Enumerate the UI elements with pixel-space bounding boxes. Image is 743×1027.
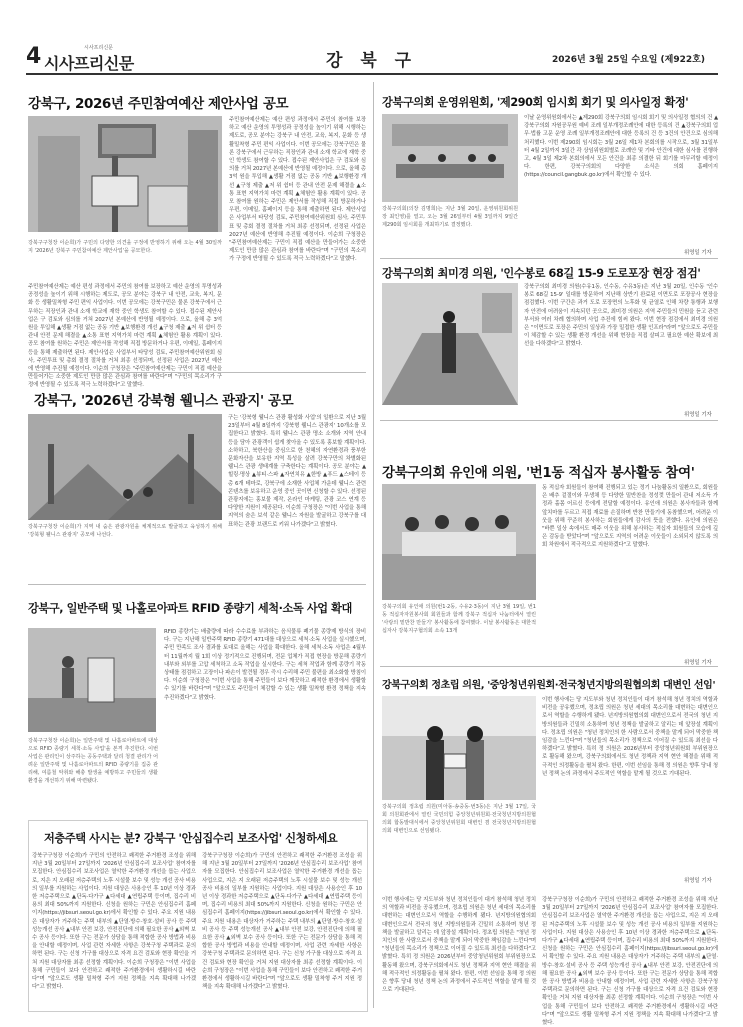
article-title-participatory-budget: 강북구, 2026년 주민참여예산 제안사업 공모 <box>28 96 289 112</box>
article-title-house-repair: 저층주택 사시는 분? 강북구 '안심집수리 보조사업' 신청하세요 <box>44 832 338 845</box>
article-body: 주민참여예산제는 예산 편성 과정에서 주민의 참여를 보장하고 예산 운영의 투명성과 공정성을 높이기 위해 시행하는 제도로, 공모 분야는 강북구 내 안전, 교육, 복지, 문화 등 생활밀착형 주민 편익 사업이다. 이번 공모에는 강북구민은 물론 강북구에서 근무하는 직장인과 관내 소재 학교에 재학 중인 학생도 참여할 수 있다. 접수된 제안사업은 구 검토와 심의를 거쳐 2027년 본예산에 반영될 예정이다. 으로, 올해 총 3억 원을 투입해 ▲생활 거점 없는 공동 기반 ▲보행환경 개선 ▲구청 제출 ▲저 위 쉼터 등 관내 안전 문제 해결을 ▲소통 표현 지역가치 마련 계획 ▲체험안 활용 계획이 있다. 공모 참여를 원하는 주민은 제안서를 작성해 직접 방문하거나 우편, 이메일, 홈페이지 등을 통해 제출하면 된다. 제안사업은 사업부서 타당성 검토, 주민참여예산위원회 심사, 주민투표 및 총회 결정 절차를 거쳐 최종 선정되며, 선정된 사업은 2027년 예산에 반영해 추진될 예정이다. 이순희 구청장은 "주민참여예산제는 구민이 직접 예산을 만들어가는 소중한 제도인 만큼 많은 관심과 참여를 바란다"며 "구민의 목소리가 구정에 반영될 수 있도록 적극 노력하겠다"고 말했다. <box>229 117 366 263</box>
article-body: 동 적십자 회원들이 참여해 진행되고 있는 정기 나눔활동의 일환으로, 회원들은 배추 겉절이와 무생채 등 다양한 밑반찬을 정성껏 만들어 관내 저소득 가정과 홀몸 어르신 등에게 전달할 예정이다. 유인애 의원은 봉사자들과 함께 앞치마를 두르고 직접 재료를 손질하며 반찬 만들기에 동참했으며, 어려운 이웃을 위해 꾸준히 봉사하는 회원들에게 감사의 뜻을 전했다. 유인애 의원은 "바쁜 일상 속에서도 매주 이웃을 위해 봉사하는 적십자 회원들의 모습에 깊은 감동을 받았다"며 "앞으로도 지역의 어려운 이웃들이 소외되지 않도록 의회 차원에서 적극적으로 지원하겠다"고 말했다. <box>542 485 718 549</box>
article-title-red-cross: 강북구의회 유인애 의원, '번1동 적십자 봉사활동 참여' <box>382 465 695 481</box>
page-number: 4 <box>26 44 42 69</box>
article-caption: 강북구구청장 이순희)는 일반주택 및 나홀로아파트에 대상으로 RFID 종량기 세척·소독 사업'을 본격 추진한다. 이번 사업은 관리인이 상주하는 공동주택과 달리 청결 관리가 어려운 일반주택 및 나홀로아파트의 RFID 종량기를 집중 관리해, 여름철 악취와 해충 발생을 예방하고 주민들의 생활 환경을 개선하기 위해 마련됐다. <box>28 738 158 784</box>
article-photo-volunteer <box>382 484 536 600</box>
article-photo-committee <box>382 114 518 202</box>
article-caption: 강북구구청장 이순희)가 지역 내 숨은 관광자원을 체계적으로 발굴하고 육성하기 위해 '강북형 웰니스 관광지' 공모에 나선다. <box>28 524 222 538</box>
worker-cleaning-illustration <box>28 628 156 732</box>
section-title: 강 북 구 <box>326 51 418 71</box>
street-sign-illustration <box>28 116 222 232</box>
article-caption: 강북구의회(의장 김명희)는 지난 3월 20일, 운영위원회위원장 최인영)를 열고, 오는 3월 26일부터 4월 3일까지 9일간 제290회 임시회를 개최하기로 결정했다. <box>382 206 518 228</box>
article-body: RFID 종량기는 배출량에 따라 수수료를 부과하는 음식물류 폐기물 종량제 방식의 장비다. 구는 지난해 일반주택 RFID 종량기 471대를 대상으로 세척·소독 사업을 실시했으며, 주민 만족도 조사 결과를 토대로 올해는 사업을 확대한다. 올해 세척·소독 사업은 4월부터 11월까지 월 1회 이상 정기적으로 진행되며, 전문 업체가 직접 현장을 방문해 종량기 내부와 외부를 고압 세척하고 소독 작업을 실시한다. 구는 세척 작업과 함께 종량기 작동 상태를 점검하고 고장이나 파손이 발견될 경우 즉시 수리해 주민 불편을 최소화할 방침이다. 이순희 구청장은 "이번 사업을 통해 주민들이 보다 깨끗하고 쾌적한 환경에서 생활할 수 있기를 바란다"며 "앞으로도 주민들이 체감할 수 있는 생활 밀착형 환경 정책을 지속 추진하겠다"고 밝혔다. <box>164 629 366 701</box>
article-photo-wellness <box>28 414 222 520</box>
article-title-wellness: 강북구, '2026년 강북형 웰니스 관광지' 공모 <box>34 393 294 409</box>
article-byline: 위영일 기자 <box>684 412 712 418</box>
newspaper-logo <box>44 45 144 73</box>
article-photo-budget <box>28 116 222 232</box>
article-caption: 강북구구청장 이순희)가 구민의 다양한 의견을 구정에 반영하기 위해 오는 4월 30일까지 '2026년 강북구 주민참여예산 제안사업'을 공모한다. <box>28 240 222 254</box>
meeting-room-illustration <box>382 114 518 202</box>
article-body: 강북구구청장 이순희)가 구민의 안전하고 쾌적한 주거환경 조성을 위해 지난 3월 20일부터 27일까지 '2026년 안심집수리 보조사업' 참여자를 모집한다. 안심집수리 보조사업은 열악한 주거환경 개선을 돕는 사업으로, 지은 지 오래된 저층주택의 노후 시설물 보수 및 성능 개선 공사 비용의 일부를 지원하는 사업이다. 지원 대상은 사용승인 후 10년 이상 경과한 저층주택으로 ▲단독·다가구 ▲다세대 ▲연립주택 등이며, 집수리 비용의 최대 50%까지 지원한다. 신청을 원하는 구민은 안심집수리 홈페이지(https://jibsuri.seoul.go.kr)에서 확인할 수 있다. 주요 지원 내용은 대상자가 거주하는 주택 내부의 ▲단열·방수·창호·설비 공사 등 주택 성능개선 공사 ▲내부 안전 보강, 안전진단에 의해 필요한 공사 ▲외벽 보수 공사 등이다. 또한 구는 전문가 상담을 통해 적합한 공사 방법과 비용을 안내할 예정이며, 사업 관련 자세한 사항은 강북구청 주택과로 문의하면 된다. 구는 신청 가구를 대상으로 자격 요건 검토와 현장 확인을 거쳐 지원 대상자를 최종 선정할 계획이다. 이순희 구청장은 "이번 사업을 통해 구민들이 보다 안전하고 쾌적한 주거환경에서 생활하시길 바란다"며 "앞으로도 생활 밀착형 주거 지원 정책을 지속 확대해 나가겠다"고 밝혔다. <box>542 897 718 1027</box>
article-caption: 강북구의회 정초립 의원(미아동·송중동·번3동)은 지난 3월 17일, 국회 의원회관에서 열린 국민의힘 중앙청년위원회·전국청년지방의원협의회 합동발대식에서 중앙청년위원회 대변인 겸 전국청년지방의원협의회 대변인으로 선임됐다. <box>382 804 536 834</box>
article-caption: 강북구의회 유인애 의원(번1·2동, 수유2·3동)이 지난 3월 19일, 번1동 적십자자원봉사회 회원들과 함께 강북구 적십자 나눔터에서 열린 '사랑의 밑반찬 만들기' 봉사활동에 참여했다. 이날 봉사활동은 대한적십자사 강북지구협의회 소속 13개 <box>382 604 536 634</box>
volunteer-kitchen-illustration <box>382 484 536 600</box>
article-body: 이번 행사에는 당 지도부와 청년 정치인들이 대거 참석해 청년 정치의 역할과 비전을 공유했으며, 정초립 의원은 청년 세대의 목소리를 대변하는 대변인으로서 역할을 수행하게 됐다. 년지방의원협의회 대변인으로서 전국의 청년 지방의원들과 긴밀히 소통하며 청년 정책을 발굴하고 알리는 데 앞장설 계획이다. 정초립 의원은 "청년 정치인의 한 사람으로서 중책을 맡게 되어 막중한 책임감을 느낀다"며 "청년들의 목소리가 정책으로 이어질 수 있도록 최선을 다하겠다"고 밝혔다. 특히 정 의원은 2026년부터 중앙청년위원회 부위원장으로 활동해 왔으며, 강북구의회에서도 청년 정책과 지역 현안 해결을 위해 적극적인 의정활동을 펼쳐 왔다. 한편, 이번 선임을 통해 정 의원은 향후 당내 청년 정책 논의 과정에서 주도적인 역할을 맡게 될 것으로 기대된다. <box>542 697 718 777</box>
article-photo-rfid <box>28 628 156 732</box>
article-title-spokesperson: 강북구의회 정초립 의원, '중앙청년위원회·전국청년지방의원협의회 대변인 선임' <box>382 680 716 691</box>
header-rule <box>26 73 718 75</box>
article-body: 이번 행사에는 당 지도부와 청년 정치인들이 대거 참석해 청년 정치의 역할과 비전을 공유했으며, 정초립 의원은 청년 세대의 목소리를 대변하는 대변인으로서 역할을 수행하게 됐다. 년지방의원협의회 대변인으로서 전국의 청년 지방의원들과 긴밀히 소통하며 청년 정책을 발굴하고 알리는 데 앞장설 계획이다. 정초립 의원은 "청년 정치인의 한 사람으로서 중책을 맡게 되어 막중한 책임감을 느낀다"며 "청년들의 목소리가 정책으로 이어질 수 있도록 최선을 다하겠다"고 밝혔다. 특히 정 의원은 2026년부터 중앙청년위원회 부위원장으로 활동해 왔으며, 강북구의회에서도 청년 정책과 지역 현안 해결을 위해 적극적인 의정활동을 펼쳐 왔다. 한편, 이번 선임을 통해 정 의원은 향후 당내 청년 정책 논의 과정에서 주도적인 역할을 맡게 될 것으로 기대된다. <box>382 897 536 994</box>
article-body: 주민참여예산제는 예산 편성 과정에서 주민의 참여를 보장하고 예산 운영의 투명성과 공정성을 높이기 위해 시행하는 제도로, 공모 분야는 강북구 내 안전, 교육, 복지, 문화 등 생활밀착형 주민 편익 사업이다. 이번 공모에는 강북구민은 물론 강북구에서 근무하는 직장인과 관내 소재 학교에 재학 중인 학생도 참여할 수 있다. 접수된 제안사업은 구 검토와 심의를 거쳐 2027년 본예산에 반영될 예정이다. 으로, 올해 총 3억 원을 투입해 ▲생활 거점 없는 공동 기반 ▲보행환경 개선 ▲구청 제출 ▲저 위 쉼터 등 관내 안전 문제 해결을 ▲소통 표현 지역가치 마련 계획 ▲체험안 활용 계획이 있다. 공모 참여를 원하는 주민은 제안서를 작성해 직접 방문하거나 우편, 이메일, 홈페이지 등을 통해 제출하면 된다. 제안사업은 사업부서 타당성 검토, 주민참여예산위원회 심사, 주민투표 및 총회 결정 절차를 거쳐 최종 선정되며, 선정된 사업은 2027년 예산에 반영해 추진될 예정이다. 이순희 구청장은 "주민참여예산제는 구민이 직접 예산을 만들어가는 소중한 제도인 만큼 많은 관심과 참여를 바란다"며 "구민의 목소리가 구정에 반영될 수 있도록 적극 노력하겠다"고 말했다. <box>28 284 222 389</box>
newspaper-logo-sub: 시사프리신문 <box>84 45 113 51</box>
article-body: 강북구의회 최미경 의원(수유1동, 인수동, 수유3동)은 지난 3월 20일, 인수동 '인수봉로 68길 15-9' 일대를 방문하여 지난해 상반기 완료된 이면도로 포장공사 현장을 점검했다. 이번 구간은 과거 도로 포장면의 노후화 및 균열로 인해 차량 통행과 보행자 안전에 어려움이 지속되던 곳으로, 최미경 의원은 지역 주민들의 민원을 듣고 관련 부서와 여러 차례 협의하며 사업 추진에 힘써 왔다. 이번 현장 점검에서 최미경 의원은 "이면도로 포장은 주민의 일상과 가장 밀접한 생활 인프라"라며 "앞으로도 주민들이 체감할 수 있는 생활 환경 개선을 위해 현장을 직접 살피고 필요한 예산 확보에 최선을 다하겠다"고 밝혔다. <box>524 284 718 348</box>
road-inspection-illustration <box>382 283 518 405</box>
article-byline: 위영일 기자 <box>684 250 712 256</box>
article-byline: 위영일 기자 <box>684 878 712 884</box>
article-body: 강북구구청장 이순희)가 구민의 안전하고 쾌적한 주거환경 조성을 위해 지난 3월 20일부터 27일까지 '2026년 안심집수리 보조사업' 참여자를 모집한다. 안심집수리 보조사업은 열악한 주거환경 개선을 돕는 사업으로, 지은 지 오래된 저층주택의 노후 시설물 보수 및 성능 개선 공사 비용의 일부를 지원하는 사업이다. 지원 대상은 사용승인 후 10년 이상 경과한 저층주택으로 ▲단독·다가구 ▲다세대 ▲연립주택 등이며, 집수리 비용의 최대 50%까지 지원한다. 신청을 원하는 구민은 안심집수리 홈페이지(https://jibsuri.seoul.go.kr)에서 확인할 수 있다. 주요 지원 내용은 대상자가 거주하는 주택 내부의 ▲단열·방수·창호·설비 공사 등 주택 성능개선 공사 ▲내부 안전 보강, 안전진단에 의해 필요한 공사 ▲외벽 보수 공사 등이다. 또한 구는 전문가 상담을 통해 적합한 공사 방법과 비용을 안내할 예정이며, 사업 관련 자세한 사항은 강북구청 주택과로 문의하면 된다. 구는 신청 가구를 대상으로 자격 요건 검토와 현장 확인을 거쳐 지원 대상자를 최종 선정할 계획이다. 이순희 구청장은 "이번 사업을 통해 구민들이 보다 안전하고 쾌적한 주거환경에서 생활하시길 바란다"며 "앞으로도 생활 밀착형 주거 지원 정책을 지속 확대해 나가겠다"고 밝혔다. <box>32 853 196 991</box>
forest-trail-illustration <box>28 414 222 520</box>
newspaper-name: 시사프리신문 <box>44 54 134 73</box>
article-body: 구는 '강북형 웰니스 관광 활성화 사업'의 일환으로 지난 3월 23일부터 4월 8일까지 '강북형 웰니스 관광지' 10개소를 모집한다고 밝혔다. 특히 웰니스 관광 명소 소개와 지역 안내 등을 담아 관광객이 쉽게 찾아올 수 있도록 홍보할 계획이다. 소하하고, 북한산을 중심으로 한 천혜의 자연환경과 풍부한 문화자산을 보유한 지역 특성을 살려 강북구만의 차별화된 웰니스 관광 생태계를 구축한다는 계획이다. 공모 분야는 ▲힐링·명상 ▲뷰티·스파 ▲자연치유 ▲한방 ▲푸드 ▲스테이 등 총 6개 테마로, 강북구에 소재한 사업체 가운데 웰니스 관련 콘텐츠를 보유하고 운영 중인 곳이면 신청할 수 있다. 선정된 관광지에는 홍보물 제작, 온라인 마케팅, 관광 코스 연계 등 다양한 지원이 제공된다. 이순희 구청장은 "이번 사업을 통해 지역의 숨은 보석 같은 웰니스 자원을 발굴하고 강북구를 대표하는 관광 브랜드로 키워 나가겠다"고 밝혔다. <box>228 415 366 528</box>
article-photo-appointment <box>382 696 536 800</box>
article-body: 강북구구청장 이순희)가 구민의 안전하고 쾌적한 주거환경 조성을 위해 지난 3월 20일부터 27일까지 '2026년 안심집수리 보조사업' 참여자를 모집한다. 안심집수리 보조사업은 열악한 주거환경 개선을 돕는 사업으로, 지은 지 오래된 저층주택의 노후 시설물 보수 및 성능 개선 공사 비용의 일부를 지원하는 사업이다. 지원 대상은 사용승인 후 10년 이상 경과한 저층주택으로 ▲단독·다가구 ▲다세대 ▲연립주택 등이며, 집수리 비용의 최대 50%까지 지원한다. 신청을 원하는 구민은 안심집수리 홈페이지(https://jibsuri.seoul.go.kr)에서 확인할 수 있다. 주요 지원 내용은 대상자가 거주하는 주택 내부의 ▲단열·방수·창호·설비 공사 등 주택 성능개선 공사 ▲내부 안전 보강, 안전진단에 의해 필요한 공사 ▲외벽 보수 공사 등이다. 또한 구는 전문가 상담을 통해 적합한 공사 방법과 비용을 안내할 예정이며, 사업 관련 자세한 사항은 강북구청 주택과로 문의하면 된다. 구는 신청 가구를 대상으로 자격 요건 검토와 현장 확인을 거쳐 지원 대상자를 최종 선정할 계획이다. 이순희 구청장은 "이번 사업을 통해 구민들이 보다 안전하고 쾌적한 주거환경에서 생활하시길 바란다"며 "앞으로도 생활 밀착형 주거 지원 정책을 지속 확대해 나가겠다"고 밝혔다. <box>202 853 362 991</box>
article-body: 이날 운영위원회에서는 ▲제290회 강북구의회 임시회 회기 및 의사일정 협의의 건 ▲강북구의회 자원공무원 예비 조례 일부개정조례안에 대한 등록의 건 ▲강북구의회 업무·법률 고문 운영 조례 일부개정조례안에 대한 등록의 건 등 3건의 안건으로 심의해 처리했다. 이번 제290회 임시회는 3월 26일 제1차 본회의를 시작으로, 3월 31일부터 4월 2일까지 3일간 각 상임위원회별로 조례안 및 기타 안건에 대한 심사를 진행하고, 4월 3일 제2차 본회의에서 모든 안건을 최종 의결한 뒤 회기를 마무리할 예정이다. 한편, 강북구의회의 다양한 소식은 의회 홈페이지(https://council.gangbuk.go.kr)에서 확인할 수 있다. <box>524 115 718 179</box>
article-title-road-inspection: 강북구의회 최미경 의원, '인수봉로 68길 15-9 도로포장 현장 점검' <box>382 267 701 280</box>
article-photo-road <box>382 283 518 405</box>
article-title-rfid: 강북구, 일반주택 및 나홀로아파트 RFID 종량기 세척·소독 사업 확대 <box>28 602 352 615</box>
appointment-ceremony-illustration <box>382 696 536 800</box>
article-byline: 위영일 기자 <box>684 660 712 666</box>
article-title-operations-committee: 강북구의회 운영위원회, '제290회 임시회 회기 및 의사일정 확정' <box>382 96 689 109</box>
issue-date: 2026년 3월 25일 수요일 (제922호) <box>552 55 705 65</box>
